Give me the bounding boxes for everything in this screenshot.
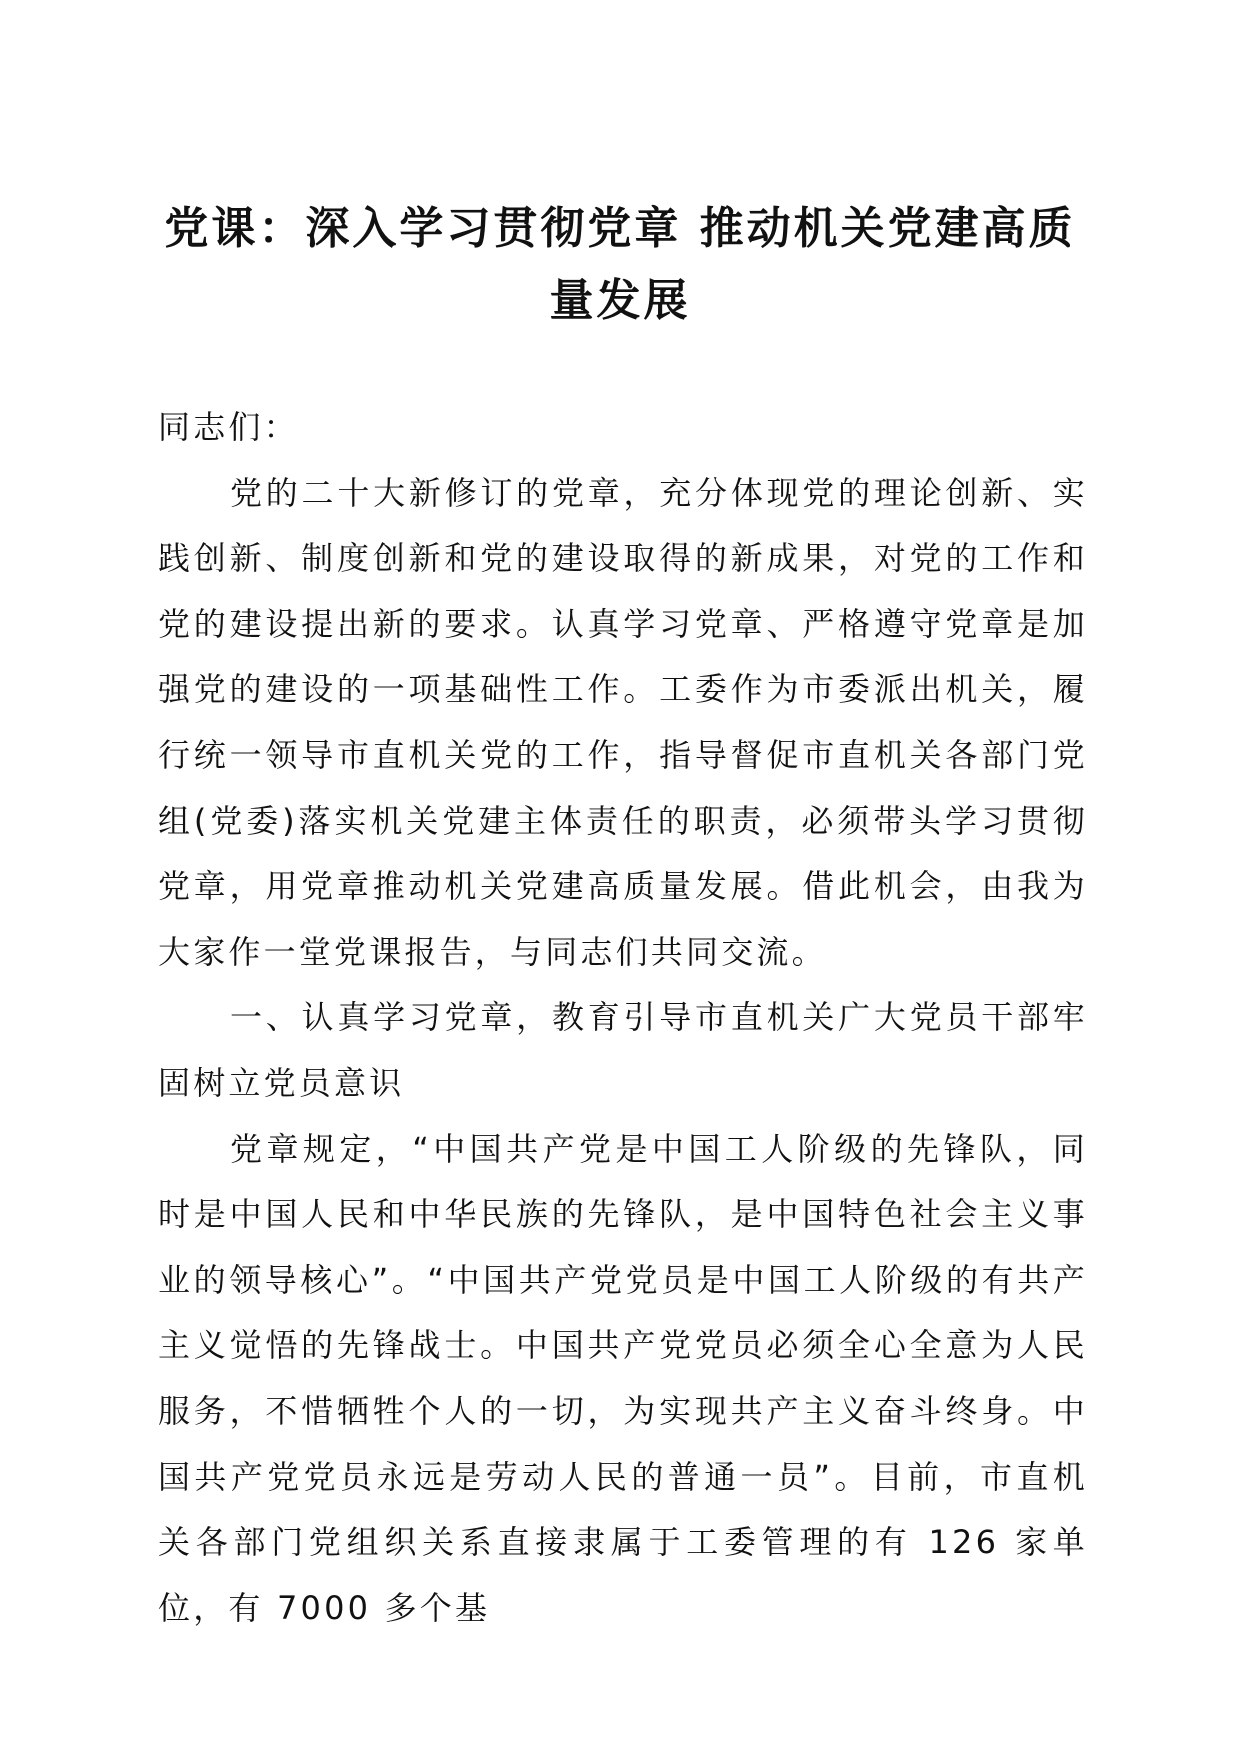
section-heading-one: 一、认真学习党章，教育引导市直机关广大党员干部牢固树立党员意识 bbox=[158, 998, 1088, 1102]
document-body bbox=[158, 395, 1088, 1641]
intro-paragraph: 党的二十大新修订的党章，充分体现党的理论创新、实践创新、制度创新和党的建设取得的新成果，对党的工作和党的建设提出新的要求。认真学习党章、严格遵守党章是加强党的建设的一项基础性工作。工委作为市委派出机关，履行统一领导市直机关党的工作，指导督促市直机关各部门党组(党委)落实机关党建主体责任的职责，必须带头学习贯彻党章，用党章推动机关党建高质量发展。借此机会，由我为大家作一堂党课报告，与同志们共同交流。 bbox=[158, 473, 1088, 971]
salutation: 同志们： bbox=[158, 408, 299, 446]
party-constitution-paragraph: 党章规定，“中国共产党是中国工人阶级的先锋队，同时是中国人民和中华民族的先锋队，是中国特色社会主义事业的领导核心”。“中国共产党党员是中国工人阶级的有共产主义觉悟的先锋战士。中国共产党党员必须全心全意为人民服务，不惜牺牲个人的一切，为实现共产主义奋斗终身。中国共产党党员永远是劳动人民的普通一员”。目前，市直机关各部门党组织关系直接隶属于工委管理的有 126 家单位，有 7000 多个基 bbox=[158, 1129, 1088, 1627]
document-title: 党课：深入学习贯彻党章 推动机关党建高质量发展 bbox=[164, 203, 1076, 326]
